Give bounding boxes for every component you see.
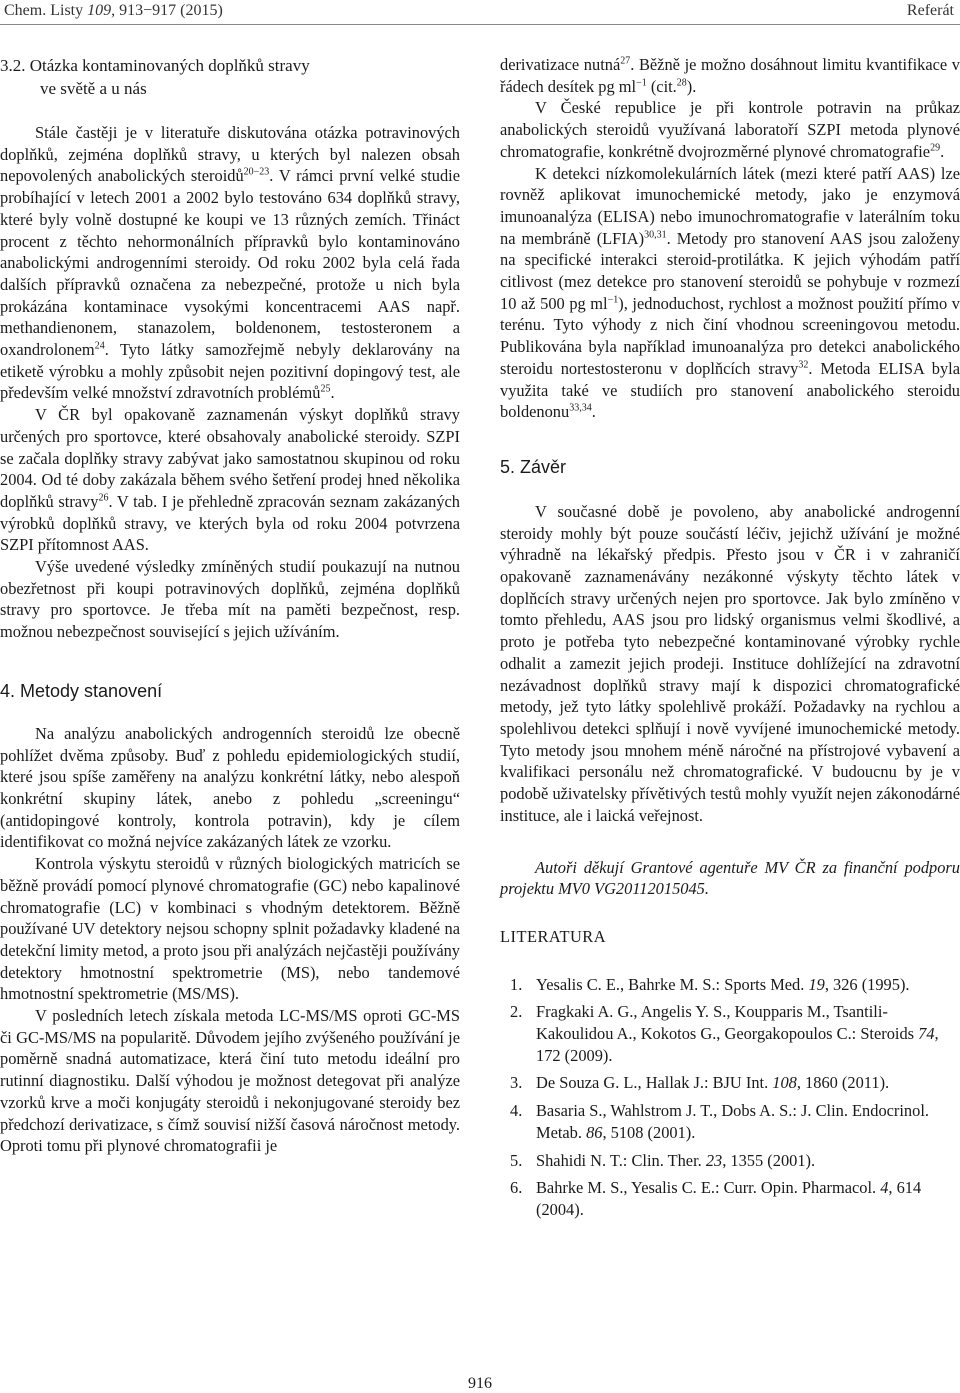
reference-number: 4. <box>510 1101 523 1121</box>
journal-name: Chem. Listy <box>4 2 88 19</box>
paragraph <box>0 404 460 556</box>
text: (cit. <box>646 76 677 96</box>
text: . <box>330 383 335 403</box>
spacer <box>0 703 460 723</box>
paragraph: Kontrola výskytu steroidů v různých biologických matricích se běžně provádí pomocí plynové chromatografie (GC) nebo kapalinové chromatografie (LC) v kombinaci s vhodným detektorem. Běžně používané UV detektory nejsou schopny splnit požadavky kladené na detekční limity metod, a proto jsou při analýzách nejčastěji používány detektory hmotnostní spektrometrie (MS), nebo tandemové hmotnostní spektrometrie (MS/MS). <box>0 854 460 1004</box>
reference-text: Fragkaki A. G., Angelis Y. S., Koupparis M., Tsantili-Kakoulidou A., Kokotos G., Georgakopoulos C.: Steroids <box>536 1002 919 1044</box>
journal-citation <box>4 0 223 22</box>
subsection-title-line1: Otázka kontaminovaných doplňků stravy <box>29 56 310 75</box>
text: Stále častěji je v literatuře diskutována otázka potravinových doplňků, zejména doplňků stravy, u kterých byl nalezen obsah nepovolených anabolických steroidů <box>0 123 460 186</box>
unit-exponent: −1 <box>607 294 619 306</box>
last-page-year: 917 (2015) <box>152 2 223 19</box>
page-range-dash: − <box>143 2 153 19</box>
text: ), jednoduchost, rychlost a možnost použití přímo v terénu. Tyto výhody z nich činí vhodnou screeningovou metodu. Publikována byla například imunoanalýza pro detekci anabolického steroidu nortestosteronu v doplňcích stravy <box>500 293 960 378</box>
reference-item <box>500 1072 960 1094</box>
text: . V rámci první velké studie probíhající v letech 2001 a 2002 bylo testováno 634 doplňků stravy, které byly volně dostupné ke koupi ve 13 různých zemích. Třináct procent z těchto nehormonálních přípravků bylo kontaminováno anabolickými androgenními steroidy. Od roku 2002 byla celá řada dalších přípravků označena za nebezpečné, protože u nich byla prokázána kontaminace vysokými koncentracemi AAS např. methandienonem, stanazolem, boldenonem, testosteronem a oxandrolonem <box>0 166 460 360</box>
reference-volume: 4 <box>880 1178 889 1198</box>
paragraph: V posledních letech získala metoda LC-MS/MS oproti GC-MS či GC-MS/MS na popularitě. Důvodem jejího zvýšeného používání je poměrně snadná automatizace, která činí tuto metodu ideální pro rutinní diagnostiku. Další výhodou je možnost detegovat při analýze vzorků krve a moči konjugáty steroidů i nekonjugované steroidy bez předchozí derivatizace, s čímž souvisí nižší časová náročnost metody. Oproti tomu při plynové chromatografii je <box>0 1006 460 1156</box>
subsection-title-line2: ve světě a u nás <box>40 79 147 98</box>
text: . <box>940 141 945 161</box>
reference-item <box>500 974 960 996</box>
citation: 30,31 <box>644 229 667 241</box>
journal-volume: 109 <box>87 2 112 19</box>
spacer <box>500 827 960 857</box>
reference-text: , 326 (1995). <box>824 974 910 994</box>
reference-text: De Souza G. L., Hallak J.: BJU Int. <box>536 1073 773 1093</box>
text: . Běžně je možno dosáhnout limitu kvantifikace v řádech desítek pg ml <box>500 55 960 96</box>
text: K detekci nízkomolekulárních látek (mezi které patří AAS) lze rovněž aplikovat imunochemické metody, jako je enzymová imunoanalýza (ELISA) nebo imunochromatografie v laterálním toku na membráně (LFIA) <box>500 163 960 248</box>
article-type: Referát <box>906 2 954 19</box>
citation: 29 <box>930 142 941 154</box>
citation: 25 <box>320 383 331 395</box>
paragraph <box>0 122 460 404</box>
text: . V tab. I je přehledně zpracován seznam zakázaných výrobků doplňků stravy, ve kterých byla od roku 2004 potvrzena SZPI přítomnost AAS. <box>0 491 460 555</box>
reference-volume: 86 <box>586 1122 603 1142</box>
citation: 32 <box>798 359 809 371</box>
reference-number: 6. <box>510 1178 523 1198</box>
reference-item <box>500 1001 960 1066</box>
citation: 26 <box>98 492 109 504</box>
subsection-heading <box>0 54 460 100</box>
reference-text: , 614 (2004). <box>536 1178 922 1219</box>
reference-text: , 5108 (2001). <box>602 1122 696 1142</box>
acknowledgement: Autoři děkují Grantové agentuře MV ČR za finanční podporu projektu MV0 VG20112015045. <box>500 857 960 899</box>
text: . Metoda ELISA byla využita také ve studiích pro stanovení anabolického steroidu boldenonu <box>500 358 960 422</box>
reference-text: , 1860 (2011). <box>796 1073 890 1093</box>
section-heading-5: 5. Závěr <box>500 456 567 477</box>
citation: 20−23 <box>243 166 270 178</box>
section-heading-4: 4. Metody stanovení <box>0 680 163 701</box>
text: . <box>591 402 596 422</box>
reference-text: , 172 (2009). <box>536 1024 939 1065</box>
reference-volume: 23 <box>705 1150 723 1170</box>
paragraph <box>500 54 960 97</box>
text: . Tyto látky samozřejmě nebyly deklarovány na etiketě výrobku a mohly způsobit nejen pozitivní dopingový test, ale především velké množství zdravotních problémů <box>0 340 460 403</box>
reference-text: , 1355 (2001). <box>722 1150 816 1170</box>
text: V ČR byl opakovaně zaznamenán výskyt doplňků stravy určených pro sportovce, které obsahovaly anabolické steroidy. SZPI se začala doplňky stravy zabývat jako samostatnou skupinou od roku 2004. Od té doby zakázala během svého šetření prodej hned několika doplňků stravy <box>0 405 460 511</box>
reference-item <box>500 1150 960 1172</box>
spacer <box>0 643 460 679</box>
text: derivatizace nutná <box>500 55 621 74</box>
citation: 27 <box>620 55 631 67</box>
text: . Metody pro stanovení AAS jsou založeny na specifické interakci steroid-protilátka. K jejich výhodám patří citlivost (mez detekce pro stanovení steroidů se pohybuje v rozmezí 10 až 500 pg ml <box>500 228 960 313</box>
paragraph: V současné době je povoleno, aby anabolické androgenní steroidy mohly být pouze součástí léčiv, jejichž užívání je možné výhradně na lékařský předpis. Přesto jsou v ČR i v zahraničí opakovaně zaznamenávány nezákonné výskyty těchto látek v doplňcích stravy určených nejen pro sportovce. Jak bylo zmíněno v tomto přehledu, AAS jsou pro lidský organismus velmi škodlivé, a proto je potřeba tyto nebezpečné kontaminované výrobky rychle odhalit a zamezit jejich prodeji. Instituce dohlížející na zdravotní nezávadnost doplňků stravy mají k dispozici chromatografické metody, jež tyto látky spolehlivě prokáží. Požadavky na rychlou a spolehlivou detekci splňují i nově vyvíjené imunochemické metody. Tyto metody jsou mnohem méně náročné na přístrojové vybavení a kvalifikaci personálu než chromatografické. V budoucnu by je v podobě uživatelsky přívětivých testů mohly využít nejen zákonodárné instituce, ale i laická veřejnost. <box>500 501 960 825</box>
reference-text: Bahrke M. S., Yesalis C. E.: Curr. Opin. Pharmacol. <box>536 1178 881 1198</box>
paragraph <box>500 163 960 423</box>
subsection-number: 3.2. <box>0 56 30 75</box>
citation: 24 <box>94 340 105 352</box>
reference-volume: 19 <box>808 974 825 994</box>
references-heading: LITERATURA <box>500 926 607 946</box>
reference-number: 2. <box>510 1002 523 1022</box>
running-header <box>0 0 960 22</box>
reference-text: Basaria S., Wahlstrom J. T., Dobs A. S.: J. Clin. Endocrinol. Metab. <box>536 1101 929 1142</box>
spacer <box>500 948 960 974</box>
reference-item <box>500 1100 960 1143</box>
text: V České republice je při kontrole potravin na průkaz anabolických steroidů využívaná laboratoří SZPI metoda plynové chromatografie, konkrétně dvojrozměrné plynové chromatografie <box>500 98 960 161</box>
spacer <box>500 900 960 926</box>
first-page: , 913 <box>111 2 144 19</box>
spacer <box>500 423 960 455</box>
reference-text: Shahidi N. T.: Clin. Ther. <box>536 1150 706 1170</box>
reference-volume: 74 <box>918 1024 935 1044</box>
reference-volume: 108 <box>772 1073 797 1093</box>
spacer <box>500 479 960 501</box>
page-number: 916 <box>468 1375 492 1392</box>
left-column <box>0 54 460 1157</box>
reference-number: 3. <box>510 1073 523 1093</box>
citation: 33,34 <box>569 402 592 414</box>
paragraph: Výše uvedené výsledky zmíněných studií poukazují na nutnou obezřetnost při koupi potravinových doplňků, zejména doplňků stravy pro sportovce. Je třeba mít na paměti bezpečnost, resp. možnou nebezpečnost související s jejich užíváním. <box>0 557 460 642</box>
reference-text: Yesalis C. E., Bahrke M. S.: Sports Med. <box>536 974 809 994</box>
header-rule <box>0 24 960 25</box>
text: ). <box>686 76 697 96</box>
reference-list <box>500 974 960 1221</box>
reference-number: 1. <box>510 974 523 994</box>
reference-number: 5. <box>510 1150 523 1170</box>
paragraph <box>500 97 960 162</box>
citation: 28 <box>676 77 687 89</box>
unit-exponent: −1 <box>636 77 647 89</box>
right-column <box>500 54 960 1227</box>
reference-item <box>500 1177 960 1220</box>
paragraph: Na analýzu anabolických androgenních steroidů lze obecně pohlížet dvěma způsoby. Buď z pohledu epidemiologických studií, které jsou spíše zaměřeny na analýzu konkrétní látky, nebo alespoň konkrétní skupiny látek, anebo z pohledu „screeningu“ (antidopingové kontroly, kontrola potravin), kdy je cílem identifikovat co možná nejvíce zakázaných látek ze vzorku. <box>0 723 460 852</box>
